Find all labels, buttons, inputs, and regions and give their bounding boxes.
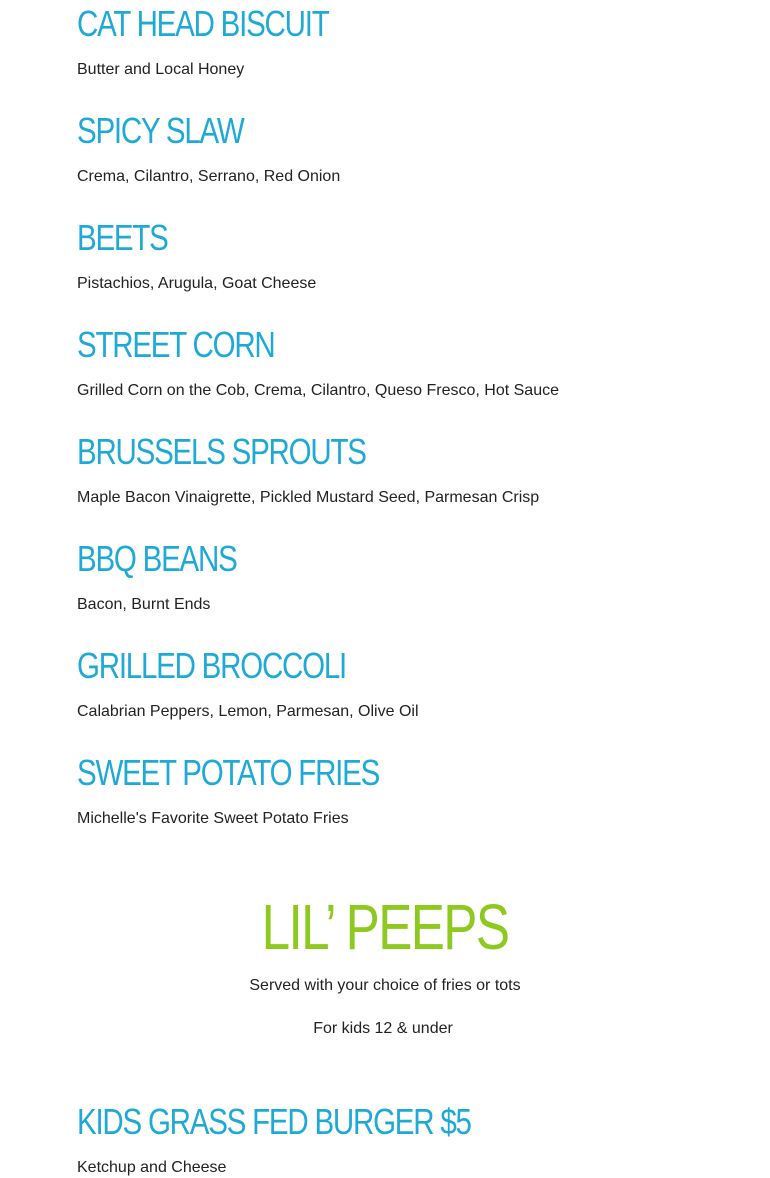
menu-item [77,430,737,506]
menu-item [77,751,737,827]
item-title: CAT HEAD BISCUIT [77,3,329,44]
item-description: Michelle's Favorite Sweet Potato Fries [77,810,349,827]
item-title: SWEET POTATO FRIES [77,752,380,793]
item-title: GRILLED BROCCOLI [77,645,347,686]
section-note-sides: Served with your choice of fries or tots [249,977,521,994]
menu-item [77,323,737,399]
item-title: BBQ BEANS [77,538,237,579]
item-description: Grilled Corn on the Cob, Crema, Cilantro, Queso Fresco, Hot Sauce [77,382,559,399]
item-description: Calabrian Peppers, Lemon, Parmesan, Olive Oil [77,703,419,720]
menu-item [77,644,737,720]
menu-item [77,537,737,613]
item-description: Butter and Local Honey [77,61,245,78]
section-note-age: For kids 12 & under [313,1020,453,1037]
item-title: BRUSSELS SPROUTS [77,431,366,472]
item-description: Bacon, Burnt Ends [77,596,211,613]
menu-item [77,2,737,78]
item-title: SPICY SLAW [77,110,244,151]
item-description: Ketchup and Cheese [77,1159,227,1176]
item-description: Maple Bacon Vinaigrette, Pickled Mustard Seed, Parmesan Crisp [77,489,540,506]
item-title: KIDS GRASS FED BURGER $5 [77,1101,471,1142]
item-title: STREET CORN [77,324,275,365]
menu-item [77,109,737,185]
menu-item [77,216,737,292]
item-title: BEETS [77,217,168,258]
section-title-lil-peeps: LIL’ PEEPS [261,891,509,963]
menu-item [77,1100,737,1176]
item-description: Pistachios, Arugula, Goat Cheese [77,275,317,292]
item-description: Crema, Cilantro, Serrano, Red Onion [77,168,341,185]
